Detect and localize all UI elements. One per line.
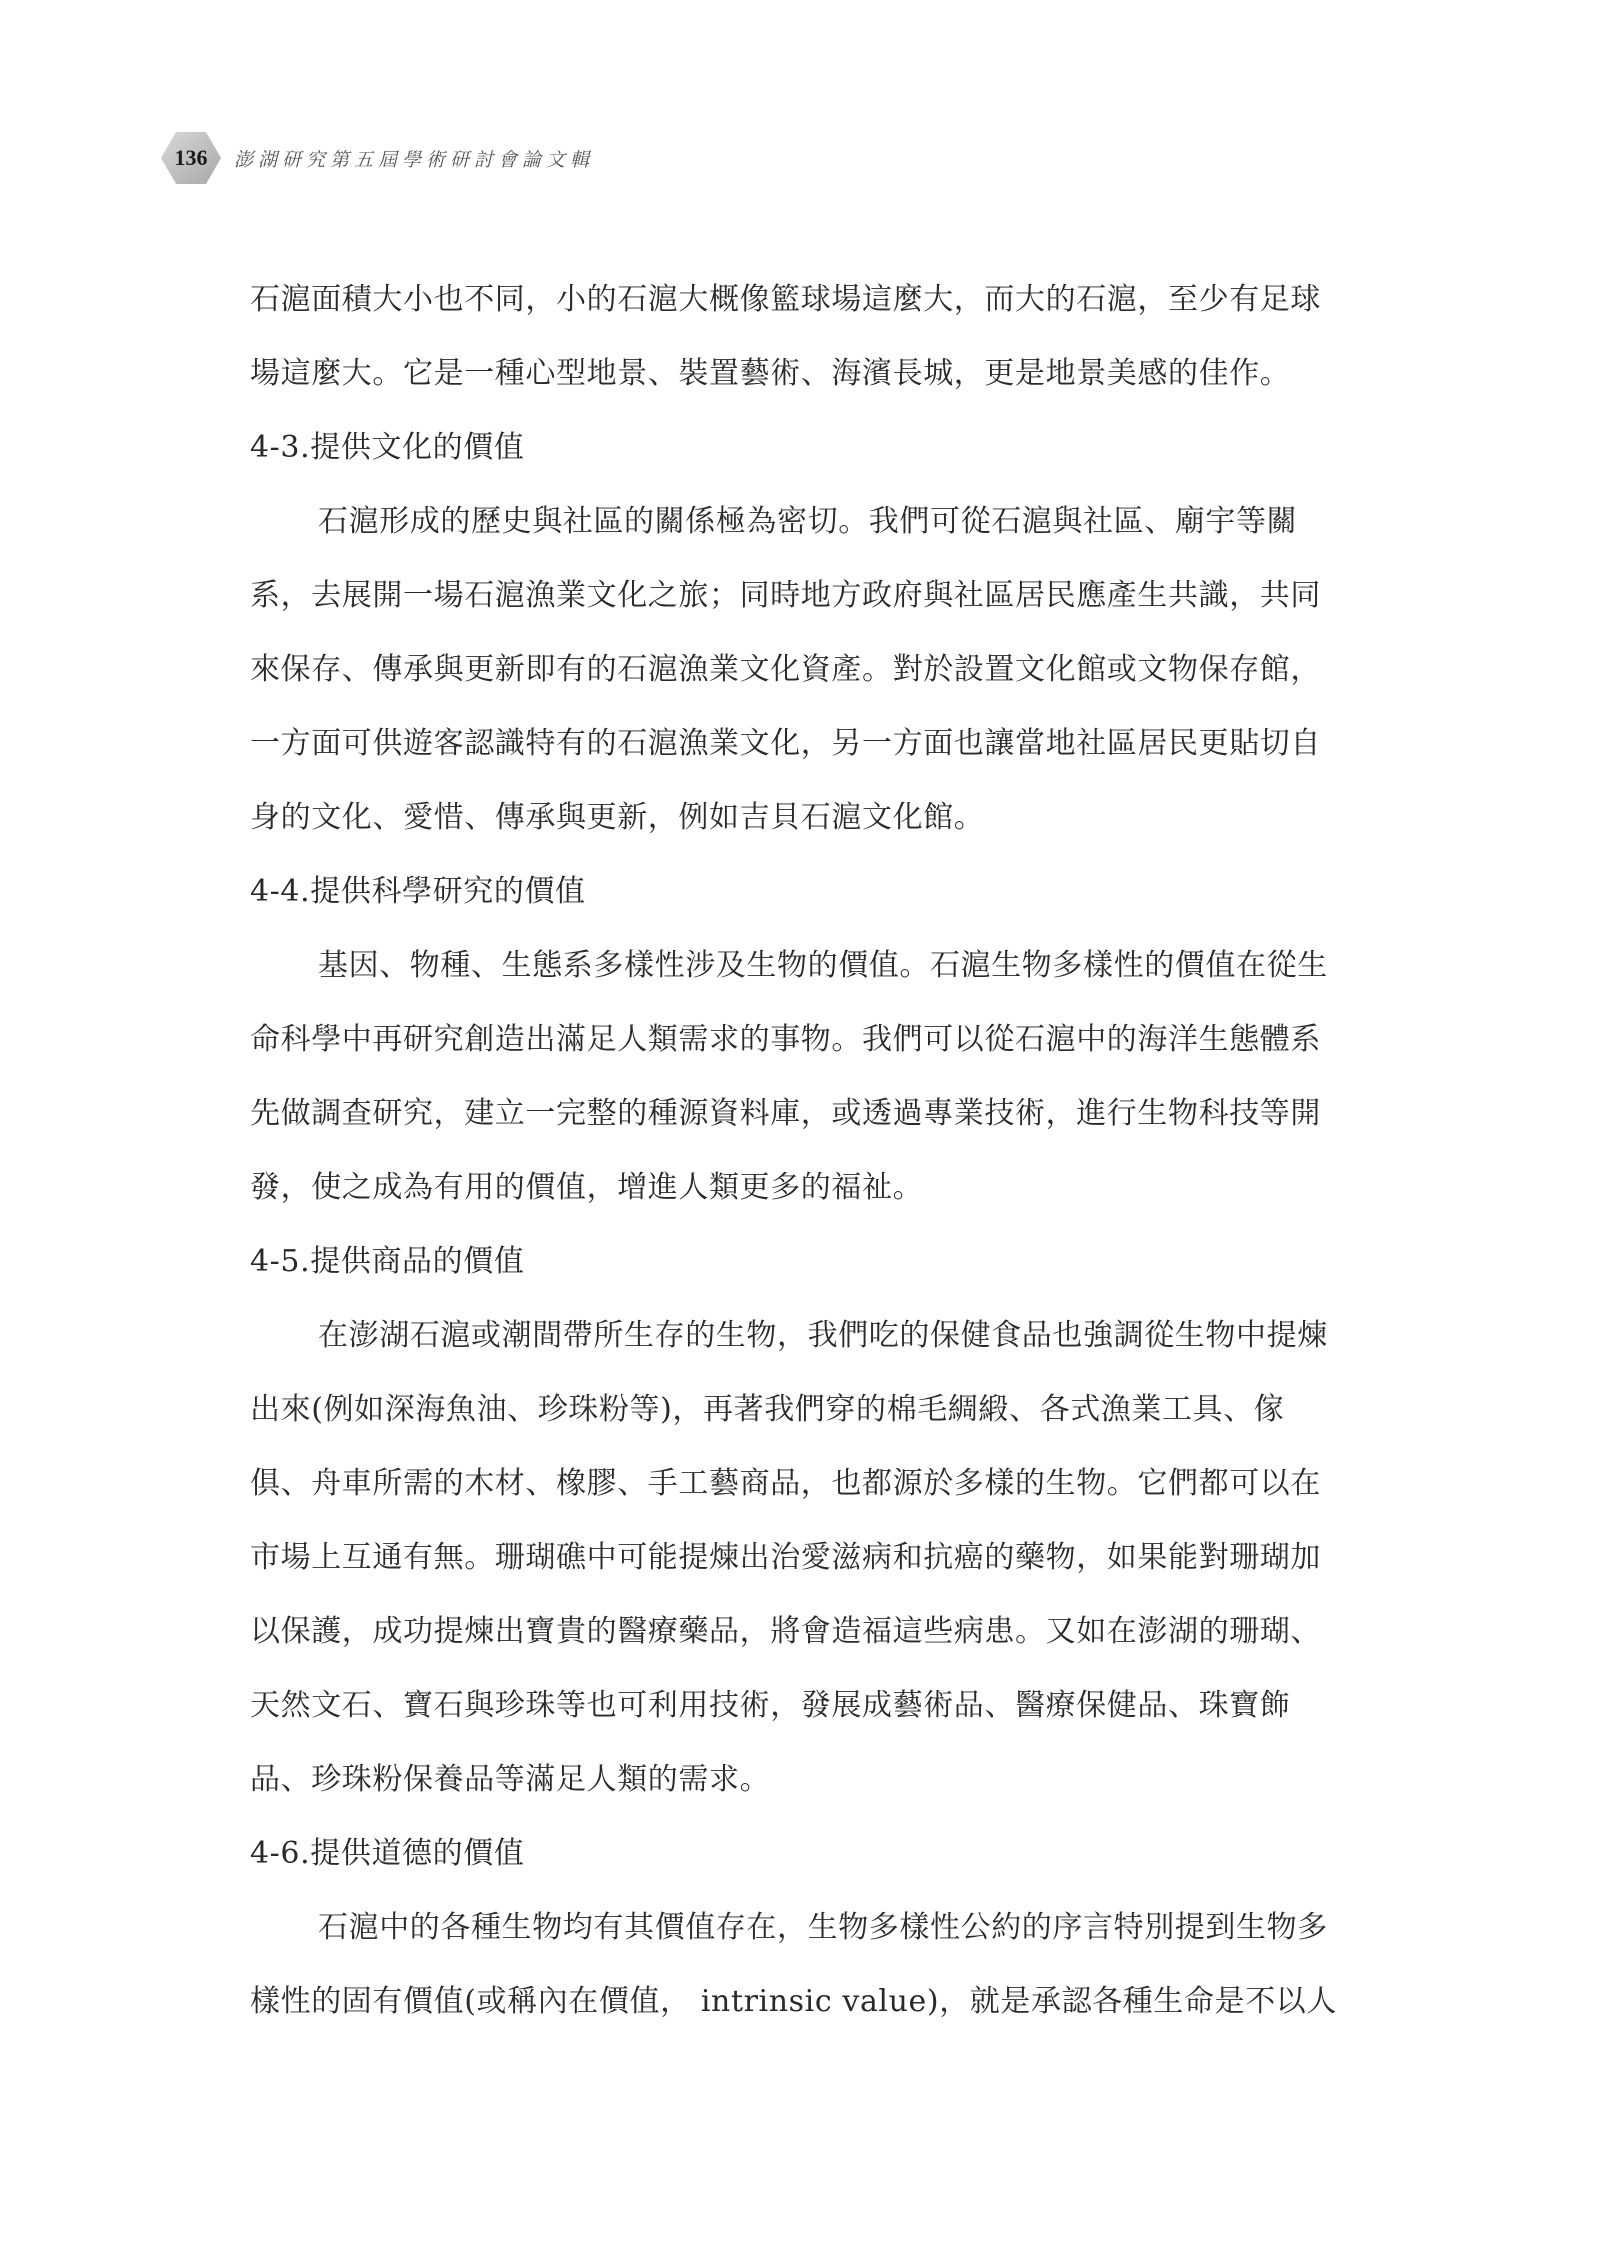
text-line: 以保護，成功提煉出寶貴的醫療藥品，將會造福這些病患。又如在澎湖的珊瑚、 — [250, 1614, 1321, 1649]
text-line: 天然文石、寶石與珍珠等也可利用技術，發展成藝術品、醫療保健品、珠寶飾 — [250, 1688, 1291, 1723]
page-header — [160, 130, 594, 186]
text-line: 品、珍珠粉保養品等滿足人類的需求。 — [250, 1762, 771, 1797]
text-line: 石滬中的各種生物均有其價值存在，生物多樣性公約的序言特別提到生物多 — [318, 1910, 1328, 1945]
text-line: 場這麼大。它是一種心型地景、裝置藝術、海濱長城，更是地景美感的佳作。 — [250, 356, 1291, 391]
section-heading: 4-3.提供文化的價值 — [250, 430, 525, 465]
section-heading: 4-5.提供商品的價值 — [250, 1244, 525, 1279]
text-line: 先做調查研究，建立一完整的種源資料庫，或透過專業技術，進行生物科技等開 — [250, 1096, 1321, 1131]
text-line: 石滬面積大小也不同，小的石滬大概像籃球場這麼大，而大的石滬，至少有足球 — [250, 282, 1321, 317]
body-text — [250, 272, 1412, 2048]
text-line: 基因、物種、生態系多樣性涉及生物的價值。石滬生物多樣性的價值在從生 — [318, 948, 1328, 983]
text-line: 市場上互通有無。珊瑚礁中可能提煉出治愛滋病和抗癌的藥物，如果能對珊瑚加 — [250, 1540, 1321, 1575]
section-heading: 4-4.提供科學研究的價值 — [250, 874, 586, 909]
text-line: 一方面可供遊客認識特有的石滬漁業文化，另一方面也讓當地社區居民更貼切自 — [250, 726, 1321, 761]
section-heading: 4-6.提供道德的價值 — [250, 1836, 525, 1871]
text-line: 命科學中再研究創造出滿足人類需求的事物。我們可以從石滬中的海洋生態體系 — [250, 1022, 1321, 1057]
text-line: 石滬形成的歷史與社區的關係極為密切。我們可從石滬與社區、廟宇等關 — [318, 504, 1298, 539]
text-line: 發，使之成為有用的價值，增進人類更多的福祉。 — [250, 1170, 924, 1205]
text-line: 系，去展開一場石滬漁業文化之旅；同時地方政府與社區居民應產生共識，共同 — [250, 578, 1321, 613]
page-number: 136 — [174, 145, 208, 170]
text-line: 出來(例如深海魚油、珍珠粉等)，再著我們穿的棉毛綢緞、各式漁業工具、傢 — [250, 1392, 1285, 1427]
running-title: 澎湖研究第五屆學術研討會論文輯 — [234, 148, 595, 171]
text-line: 身的文化、愛惜、傳承與更新，例如吉貝石滬文化館。 — [250, 800, 985, 835]
text-line: 在澎湖石滬或潮間帶所生存的生物，我們吃的保健食品也強調從生物中提煉 — [318, 1318, 1328, 1353]
text-line: 樣性的固有價值(或稱內在價值， intrinsic value)，就是承認各種生命是不以人 — [250, 1984, 1338, 2019]
text-line: 俱、舟車所需的木材、橡膠、手工藝商品，也都源於多樣的生物。它們都可以在 — [250, 1466, 1321, 1501]
text-line: 來保存、傳承與更新即有的石滬漁業文化資產。對於設置文化館或文物保存館， — [250, 652, 1321, 687]
page-number-badge — [160, 130, 222, 186]
